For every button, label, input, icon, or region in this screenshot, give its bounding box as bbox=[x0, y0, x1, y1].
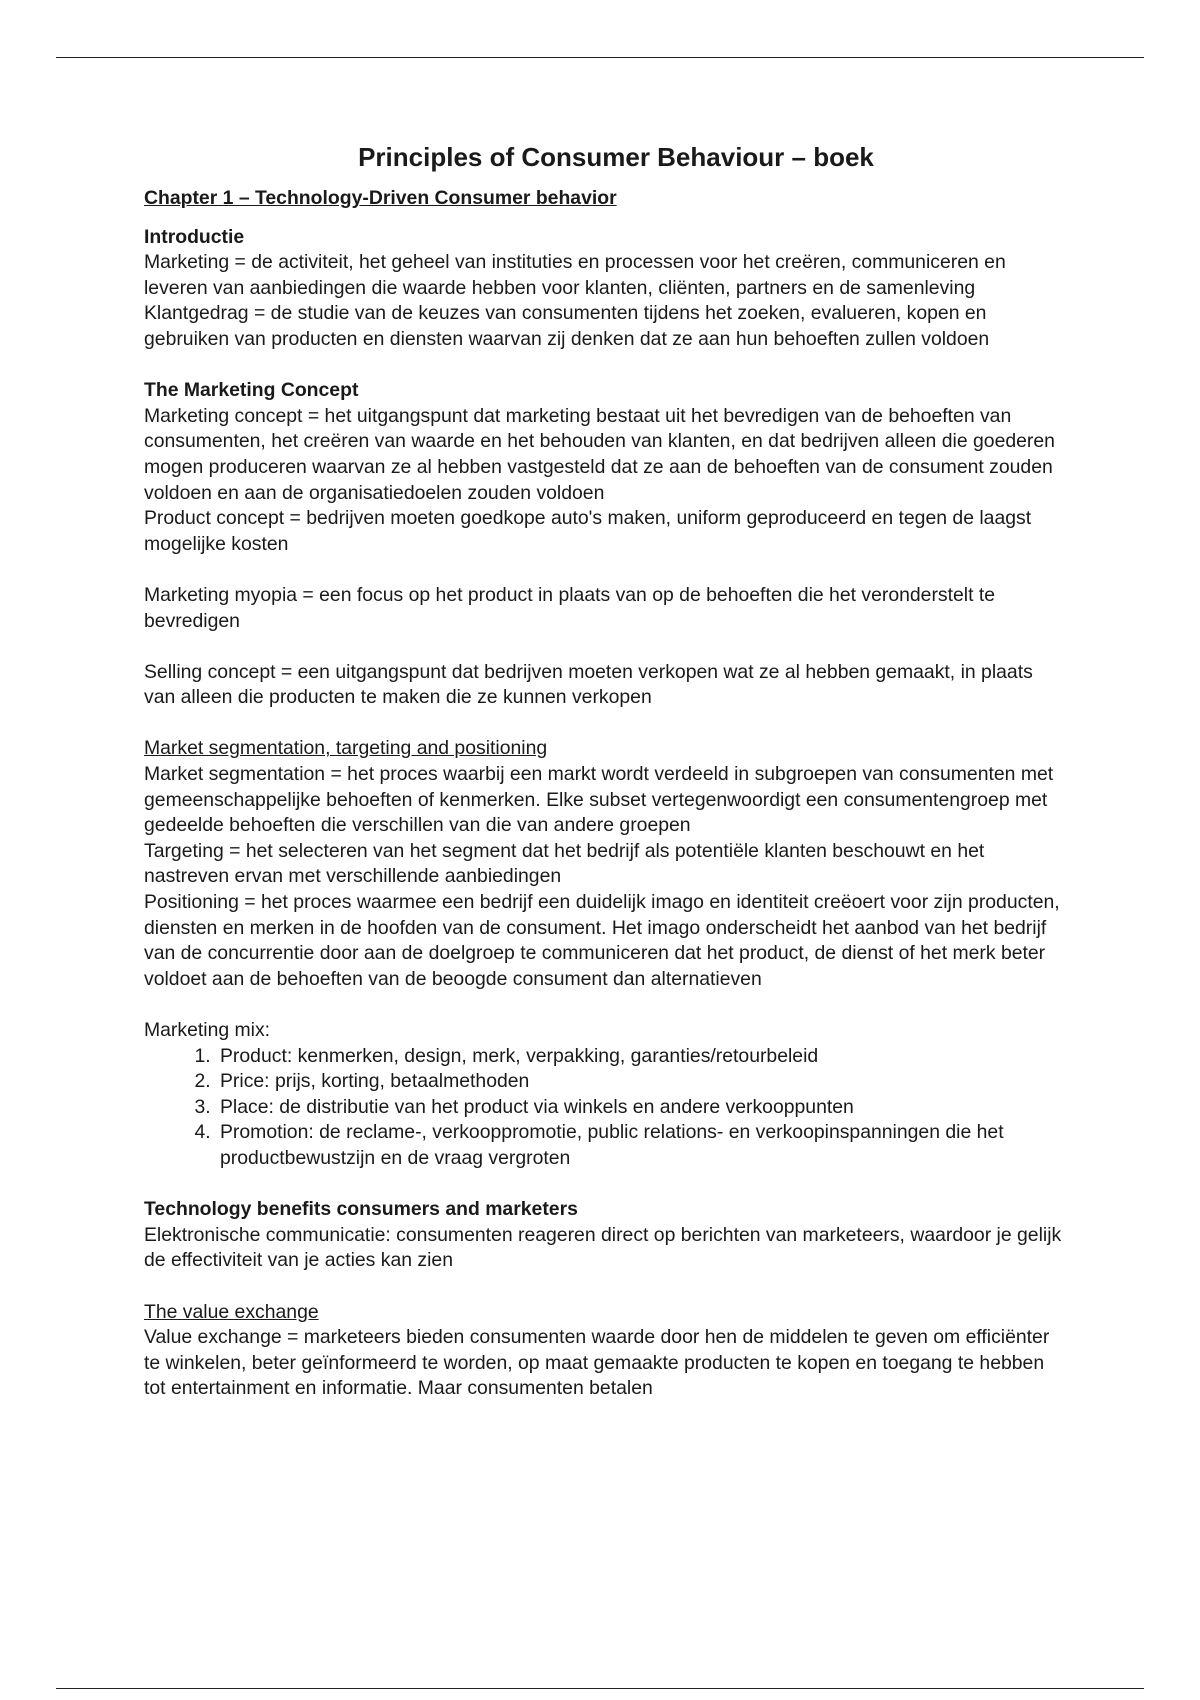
paragraph: Market segmentation = het proces waarbij een markt wordt verdeeld in subgroepen van consumenten met gemeenschappelijke behoeften of kenmerken. Elke subset vertegenwoordigt een consumentengroep met gedeelde behoeften die verschillen van die van andere groepen bbox=[144, 763, 1054, 837]
list-item: 4. Promotion: de reclame-, verkooppromotie, public relations- en verkoopinspanningen die het productbewustzijn en de vraag vergroten bbox=[216, 1120, 1064, 1171]
paragraph: Elektronische communicatie: consumenten reageren direct op berichten van marketeers, waardoor je gelijk de effectiviteit van je acties kan zien bbox=[144, 1223, 1062, 1272]
bottom-rule bbox=[56, 1688, 1144, 1689]
document-body bbox=[144, 140, 1064, 1402]
marketing-mix-label: Marketing mix: bbox=[144, 1019, 271, 1041]
list-item: 2. Price: prijs, korting, betaalmethoden bbox=[216, 1069, 1064, 1095]
paragraph: Marketing = de activiteit, het geheel van instituties en processen voor het creëren, communiceren en leveren van aanbiedingen die waarde hebben voor klanten, cliënten, partners en de samenleving bbox=[144, 251, 1006, 299]
subheading-value-exchange: The value exchange bbox=[144, 1300, 319, 1323]
document-title: Principles of Consumer Behaviour – boek bbox=[358, 142, 874, 172]
paragraph: Marketing concept = het uitgangspunt dat marketing bestaat uit het bevredigen van de behoeften van consumenten, het creëren van waarde en het behouden van klanten, en dat bedrijven alleen die goederen mogen produceren waarvan ze al hebben vastgesteld dat ze aan de behoeften van de consument zouden voldoen en aan de organisatiedoelen zouden voldoen bbox=[144, 404, 1055, 504]
paragraph: Selling concept = een uitgangspunt dat bedrijven moeten verkopen wat ze al hebben gemaakt, in plaats van alleen die producten te maken die ze kunnen verkopen bbox=[144, 660, 1033, 709]
chapter-heading: Chapter 1 – Technology-Driven Consumer behavior bbox=[144, 187, 617, 209]
paragraph: Value exchange = marketeers bieden consumenten waarde door hen de middelen te geven om efficiënter te winkelen, beter geïnformeerd te worden, op maat gemaakte producten te kopen en toegang te hebben tot entertainment en informatie. Maar consumenten betalen bbox=[144, 1326, 1050, 1400]
paragraph: Product concept = bedrijven moeten goedkope auto's maken, uniform geproduceerd en tegen de laagst mogelijke kosten bbox=[144, 507, 1032, 555]
subheading-segmentation: Market segmentation, targeting and positioning bbox=[144, 737, 548, 760]
section-heading-introductie: Introductie bbox=[144, 225, 245, 248]
paragraph: Targeting = het selecteren van het segment dat het bedrijf als potentiële klanten beschouwt en het nastreven ervan met verschillende aanbiedingen bbox=[144, 839, 985, 888]
list-item: 3. Place: de distributie van het product via winkels en andere verkooppunten bbox=[216, 1095, 1064, 1121]
marketing-mix-list bbox=[144, 1044, 1064, 1172]
paragraph: Positioning = het proces waarmee een bedrijf een duidelijk imago en identiteit creëoert voor zijn producten, diensten en merken in de hoofden van de consument. Het imago onderscheidt het aanbod van het bedrijf van de concurrentie door aan de doelgroep te communiceren dat het product, de dienst of het merk beter voldoet aan de behoeften van de beoogde consument dan alternatieven bbox=[144, 891, 1060, 990]
list-item: 1. Product: kenmerken, design, merk, verpakking, garanties/retourbeleid bbox=[216, 1044, 1064, 1070]
section-heading-technology: Technology benefits consumers and marketers bbox=[144, 1198, 578, 1221]
paragraph: Klantgedrag = de studie van de keuzes van consumenten tijdens het zoeken, evalueren, kopen en gebruiken van producten en diensten waarvan zij denken dat ze aan hun behoeften zullen voldoen bbox=[144, 302, 990, 350]
paragraph: Marketing myopia = een focus op het product in plaats van op de behoeften die het veronderstelt te bevredigen bbox=[144, 583, 996, 632]
section-heading-marketing-concept: The Marketing Concept bbox=[144, 379, 359, 402]
top-rule bbox=[56, 57, 1144, 58]
